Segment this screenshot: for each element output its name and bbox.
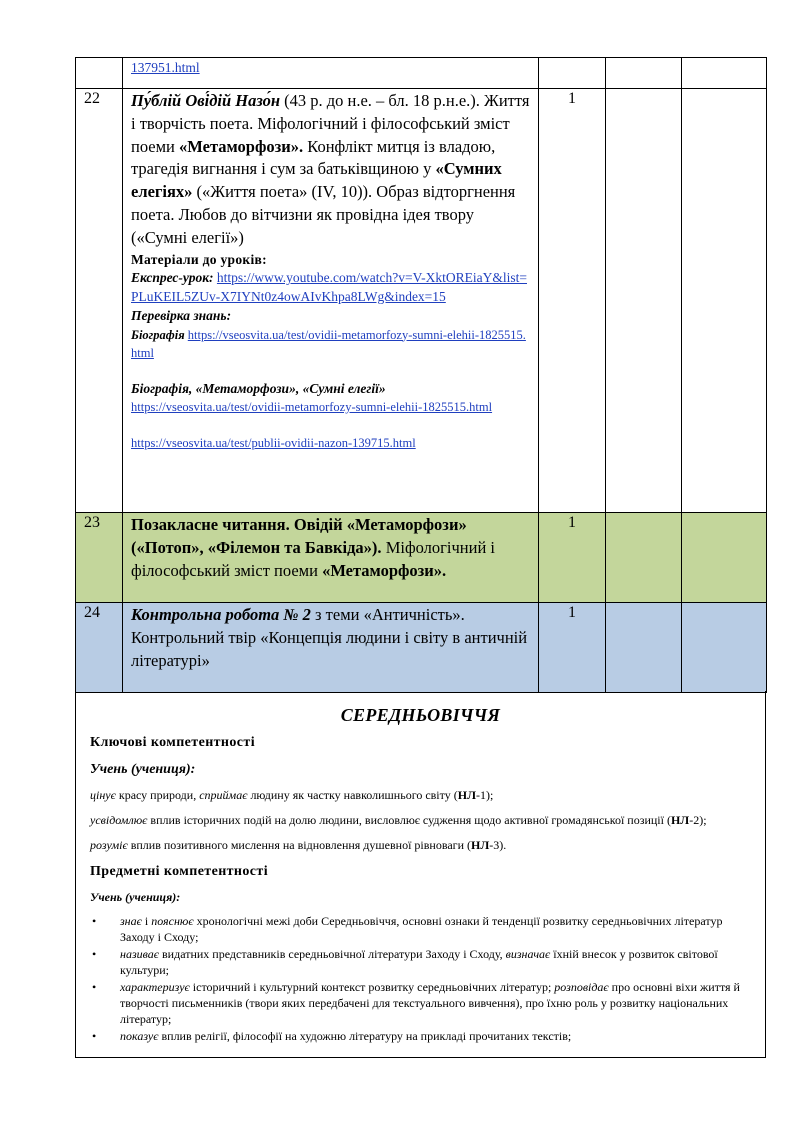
student-label: Учень (учениця): [90, 762, 196, 777]
lesson-number [76, 58, 123, 89]
notes-cell [682, 513, 767, 603]
list-item: • знає і пояснює хронологічні межі доби Середньовіччя, основні ознаки й тенденції розвитку середньовічних літератур Заходу і Сходу; [92, 914, 723, 944]
express-link[interactable]: https://www.youtube.com/watch?v=V-XktOREiaY&list=PLuKEIL5ZUv-X7IYNt0z4owAIvKhpa8LWg&index=15 [131, 270, 527, 304]
bullet-icon: • [92, 914, 97, 928]
hours-cell: 1 [539, 513, 606, 603]
list-item: • характеризує історичний і культурний контекст розвитку середньовічних літератур; розповідає про основні віхи життя й творчості письменників (твори яких передбачені для текстуального вивчення), про їхню роль у розвитку національних літератур; [92, 980, 740, 1026]
date-cell [606, 513, 682, 603]
competence-item: цінує красу природи, сприймає людину як частку навколишнього світу (НЛ-1); [90, 788, 494, 802]
subject-competences-heading: Предметні компетентності [90, 864, 268, 879]
notes-cell [682, 89, 767, 513]
key-competences-heading: Ключові компетентності [90, 735, 255, 750]
lesson-number: 23 [76, 513, 123, 603]
check-label: Перевірка знань: [131, 308, 232, 324]
lesson-topic [123, 89, 539, 513]
extra-test [131, 434, 532, 452]
date-cell [606, 89, 682, 513]
table-row [76, 513, 767, 603]
lesson-topic: Контрольна робота № 2 з теми «Античність». Контрольний твір «Концепція людини і світу в античній літературі» [123, 603, 539, 693]
test-link[interactable]: 137951.html [131, 60, 200, 75]
express-lesson: Експрес-урок: https://www.youtube.com/watch?v=V-XktOREiaY&list=PLuKEIL5ZUv-X7IYNt0z4owAIvKhpa8LWg&index=15 [131, 270, 527, 304]
materials-label: Матеріали до уроків: [131, 251, 267, 267]
topic-text: Пу́блій Ові́дій Назо́н (43 р. до н.е. – бл. 18 р.н.е.). Життя і творчість поета. Міфологічний і філософський зміст поеми «Метаморфози». Конфлікт митця із владою, трагедія вигнання і сум за батьківщиною у «Сумних елегіях» («Життя поета» (IV, 10)). Образ відторгнення поета. Любов до вітчизни як провідна ідея твору («Сумні елегії») [131, 91, 530, 247]
lesson-topic: Позакласне читання. Овідій «Метаморфози» («Потоп», «Філемон та Бавкіда»). Міфологічний і філософський зміст поеми «Метаморфози». [123, 513, 539, 603]
notes-cell [682, 58, 767, 89]
competence-item: розуміє вплив позитивного мислення на відновлення душевної рівноваги (НЛ-3). [90, 838, 507, 852]
bullet-icon: • [92, 947, 97, 961]
bio2-label: Біографія, «Метаморфози», «Сумні елегії» [131, 380, 386, 396]
date-cell [606, 603, 682, 693]
table-row [76, 89, 767, 513]
medieval-section [75, 691, 766, 1058]
author-name: Пу́блій Ові́дій Назо́н [131, 91, 280, 110]
lesson-number: 22 [76, 89, 123, 513]
extra-link[interactable]: https://vseosvita.ua/test/publii-ovidii-nazon-139715.html [131, 436, 416, 451]
section-title: СЕРЕДНЬОВІЧЧЯ [340, 705, 501, 725]
hours-cell: 1 [539, 89, 606, 513]
bio-link[interactable]: https://vseosvita.ua/test/ovidii-metamorfozy-sumni-elehii-1825515.html [131, 327, 526, 360]
bio-test: Біографія https://vseosvita.ua/test/ovidii-metamorfozy-sumni-elehii-1825515.html [131, 327, 526, 360]
lesson-number: 24 [76, 603, 123, 693]
competence-item: усвідомлює вплив історичних подій на долю людини, висловлює судження щодо активної громадянської позиції (НЛ-2); [90, 813, 707, 827]
table-row [76, 603, 767, 693]
materials-block [131, 251, 532, 453]
student-label: Учень (учениця): [90, 890, 181, 904]
lesson-plan-table [75, 57, 767, 693]
hours-cell [539, 58, 606, 89]
bullet-icon: • [92, 980, 97, 994]
list-item: • називає видатних представників середньовічної літератури Заходу і Сходу, визначає їхній внесок у розвиток світової культури; [92, 947, 718, 977]
table-row [76, 58, 767, 89]
lesson-topic [123, 58, 539, 89]
bullet-icon: • [92, 1029, 97, 1043]
hours-cell: 1 [539, 603, 606, 693]
notes-cell [682, 603, 767, 693]
date-cell [606, 58, 682, 89]
list-item: • показує вплив релігії, філософії на художню літературу на прикладі прочитаних текстів; [92, 1029, 572, 1043]
bio2-link[interactable]: https://vseosvita.ua/test/ovidii-metamorfozy-sumni-elehii-1825515.html [131, 400, 493, 415]
bio2-test [131, 398, 532, 416]
subject-competence-list [90, 913, 757, 1044]
